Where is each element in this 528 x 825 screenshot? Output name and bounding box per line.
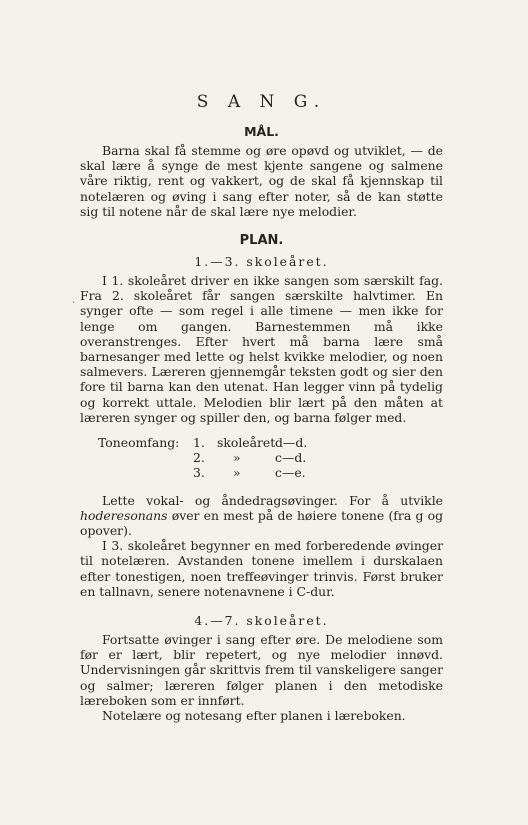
page-title: S A N G.	[196, 92, 327, 112]
tone-num: 1.	[193, 435, 205, 451]
tone-row	[98, 435, 443, 450]
page-content	[80, 92, 443, 723]
maal-heading: MÅL.	[244, 124, 279, 139]
section-2-heading: 4.—7. skoleåret.	[194, 613, 329, 629]
tone-num: 2.	[193, 450, 205, 466]
tone-range: c—d.	[275, 450, 307, 466]
tone-label: Toneomfang:	[98, 435, 180, 451]
tone-desc: skoleåret	[217, 435, 276, 451]
margin-mark: ·	[72, 298, 76, 309]
tone-range-table	[98, 435, 443, 481]
section-1-heading: 1.—3. skoleåret.	[194, 254, 329, 270]
tone-desc: »	[233, 465, 241, 481]
section-1-paragraph-2: Lette vokal- og åndedragsøvinger. For å utvikle hoderesonans øver en mest på de høiere tonene (fra g og opover).	[80, 492, 443, 539]
section-2-paragraph-1: Fortsatte øvinger i sang efter øre. De melodiene som før er lært, blir repetert, og nye melodier innøvd. Undervisningen går skrittvis frem til vanskeligere sanger og salmer; læreren følger planen i den metodiske læreboken som er innført.	[80, 632, 443, 708]
plan-heading: PLAN.	[239, 233, 284, 249]
section-1-paragraph-1: I 1. skoleåret driver en ikke sangen som særskilt fag. Fra 2. skoleåret får sangen særskilte halvtimer. En synger ofte — som regel i alle timene — men ikke for lenge om gangen. Barnestemmen må ikke overanstrenges. Efter hvert må barna lære små barnesanger med lette og helst kvikke melodier, og noen salmevers. Læreren gjennemgår teksten godt og sier den fore til barna kan den utenat. Han legger vinn på tydelig og korrekt uttale. Melodien blir lært på den måten at læreren synger og spiller den, og barna følger med.	[80, 273, 443, 425]
tone-range: c—e.	[275, 465, 306, 481]
tone-desc: »	[233, 450, 241, 466]
tone-range: d—d.	[275, 435, 308, 451]
section-2-paragraph-2: Notelære og notesang efter planen i læreboken.	[102, 708, 406, 724]
maal-paragraph: Barna skal få stemme og øre opøvd og utviklet, — de skal lære å synge de mest kjente sangene og salmene våre riktig, rent og vakkert, og de skal få kjennskap til notelæren og øving i sang efter noter, så de kan støtte sig til notene når de skal lære nye melodier.	[80, 143, 443, 219]
italic-term: hoderesonans	[80, 507, 168, 523]
tone-num: 3.	[193, 465, 205, 481]
tone-row	[98, 450, 443, 465]
tone-row	[98, 465, 443, 480]
section-1-paragraph-3: I 3. skoleåret begynner en med forberedende øvinger til notelæren. Avstanden tonene imellem i durskalaen efter tonestigen, noen treffeøvinger trinvis. Først bruker en tallnavn, senere notenavnene i C-dur.	[80, 538, 443, 599]
